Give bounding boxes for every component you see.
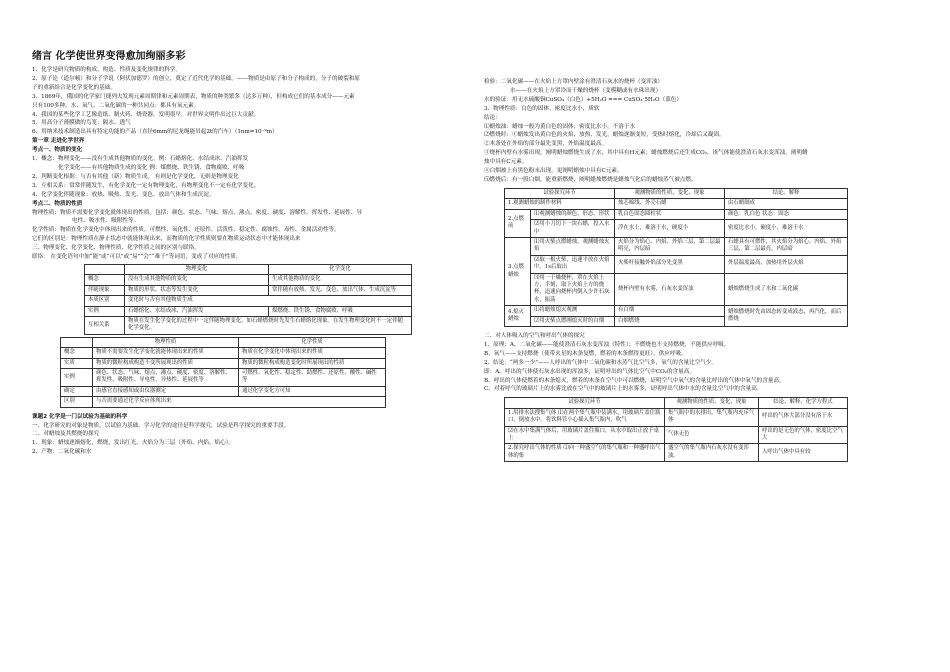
table-cell: 由石蜡制成 xyxy=(725,199,848,209)
table-cell: 颜色：乳白色 状态：固态 xyxy=(725,209,848,219)
table-cell: 盛空气的集气瓶内石灰水没有变浑浊。 xyxy=(665,444,759,462)
lesson-heading: 课题2 化学是一门以试验为基础的科学 xyxy=(32,413,128,420)
table-cell: 物质在化学变化中体现出来的性质 xyxy=(239,348,386,358)
text-line: 电性、吸水性、吸附性等。 xyxy=(72,218,140,225)
table-cell: 浮在水上，难溶于水，硬度小 xyxy=(615,220,725,238)
page-title: 绪言 化学使世界变得愈加绚丽多彩 xyxy=(32,51,186,62)
table-cell: 与否需要通过化学反应体现出来 xyxy=(93,397,386,407)
text-line: 3、物理性质：白色的固体，密度比水小，质软 xyxy=(484,105,600,112)
table-cell: ⑴用火柴点燃蜡烛，观测蜡烛火焰 xyxy=(531,237,615,255)
table-row xyxy=(85,285,412,295)
table-cell: 概念 xyxy=(85,275,125,285)
text-line: 水——在火焰上方罩冷而干燥的烧杯（变模糊或有水珠出现） xyxy=(510,87,662,94)
intro-line: 4、我国的某些化学工艺像造纸、制火药、烧瓷器，发明很早，对世界文明作出过巨大贡献。 xyxy=(32,111,260,118)
text-line: 水的验证：用无水硫酸铜CuSO₄（白色）+5H₂O === CuSO₄·5H₂O（蓝色） xyxy=(484,96,682,103)
text-line: B、氧气——支持燃烧（使带火星的木条复燃，燃着的木条燃得更旺），供应呼吸。 xyxy=(484,350,687,357)
text-line: ④白烟被上有黑色粉末出现，更阐明蜡烛中具有C元素。 xyxy=(484,168,623,175)
table-cell: 物质不需要发生化学变化就能体现出来的性质 xyxy=(93,348,239,358)
table-row xyxy=(85,316,412,334)
table-cell: 2.点燃前 xyxy=(505,209,531,237)
table-cell: ⑴观测蜡烛的颜色、形态、形状 xyxy=(531,209,615,219)
table-cell: 本质区别 xyxy=(85,296,125,306)
text-line: 2、判断变化根据：与否有其他（新）物质生成。 有则是化学变化，无则是物理变化 xyxy=(32,173,239,180)
text-line: 结论： xyxy=(484,114,501,121)
table-cell: ⑶用一干燥烧杯，罩在火焰上方，半刻，取下火焰上方的烧杯，迅速向烧杯内倒入少许石灰水，振荡 xyxy=(531,273,615,306)
table-header: 试验探究环节 xyxy=(505,188,615,198)
table-cell: 白烟燃烧 xyxy=(615,316,725,326)
table-cell: 有白烟 xyxy=(615,306,725,316)
section-heading: 考点二、物质的性质 xyxy=(32,200,83,207)
table-cell: 物质在发生化学变化的过程中一定伴随物理变化，如石蜡燃烧时先发生石蜡熔化现象。在发生物理变化时不一定伴随化学变化。 xyxy=(125,316,412,334)
section-heading: 考点一、物质的变化 xyxy=(32,147,83,154)
text-line: 三、物理变化、化学变化、物理性质、化学性质之间的区别与联络。 xyxy=(32,245,200,252)
table-header: 化学变化 xyxy=(269,264,412,274)
property-comparison-table xyxy=(60,337,386,408)
table-cell: 密度比水小，硬度小，难溶于水 xyxy=(725,220,848,238)
table-cell: 概念 xyxy=(61,348,93,358)
intro-line: 1、化学是研究物质的构成、构造、性质及变化规律的科学。 xyxy=(32,67,181,73)
table-cell: 烛芯棉线、外壳石蜡 xyxy=(615,199,725,209)
text-line: ⑴蜡烛油：蜡烛一般为黄白色的固体；密度比水小，不溶于水 xyxy=(484,123,636,130)
table-cell: 火焰分为焰心、内焰、外焰三层，第二层最明亮，内层暗 xyxy=(615,237,725,255)
text-line: 2、产物：二氧化碳和水 xyxy=(32,449,92,456)
text-line: 它们的区别是：物理性质在静止状态中就能体现出来，而物质的化学性质则要在物质运动状态中才能体现出来 xyxy=(32,236,301,243)
table-cell: ⑴将蜡烛熄灭观测 xyxy=(531,306,615,316)
table-cell: 区别 xyxy=(61,397,93,407)
table-cell: 1.观测蜡烛的制作材料 xyxy=(505,199,615,209)
table-row xyxy=(85,306,412,316)
left-column xyxy=(32,50,454,672)
table-cell: 没有生成其他物质的变化 xyxy=(125,275,269,285)
table-cell: 集气瓶中的水排出，集气瓶内充斥气体 xyxy=(665,408,759,426)
table-cell: 石蜡具有可燃性，其火焰分为焰心、内焰、外焰三层，第二层最亮，内层暗 xyxy=(725,237,848,255)
table-header: 物理性质 xyxy=(93,337,239,347)
table-row xyxy=(505,306,848,316)
table-cell: 物质的微粒构成构造变化时所展现出的性质 xyxy=(239,358,386,368)
text-line: C、对着呼气的玻璃片上的水雾比放在空气中的玻璃片上的水雾多，证明呼出气体中水的含量比空气中的含量高。 xyxy=(484,386,763,393)
table-header: 物理变化 xyxy=(125,264,269,274)
table-row xyxy=(505,444,848,462)
table-cell: 确定 xyxy=(61,386,93,396)
intro-line: 3、1869年，俄国的化学家门捷列夫发现元素周期律和元素周期表，物质的种类繁多（达多万种），但构成它们的基本成分——元素 xyxy=(32,93,355,100)
table-cell: 通过化学变化方可知 xyxy=(239,386,386,396)
table-cell: 4.熄灭蜡烛 xyxy=(505,306,531,327)
right-column xyxy=(484,78,924,672)
table-row xyxy=(61,386,386,396)
table-cell: 颜色、状态、气味、熔点、沸点、硬度、密度、溶解性、挥发性、吸附性、导电性、导热性、延展性等 xyxy=(93,369,239,387)
table-cell: 3.点燃蜡烛 xyxy=(505,237,531,305)
table-cell: 人呼出气体中具有较 xyxy=(759,444,848,462)
table-header: 试验探究环节 xyxy=(505,398,665,408)
table-header: 结论、解释 xyxy=(725,188,848,198)
text-line: 即：A、呼出的气体使石灰水出现的浑浊多，证明呼出的气体比空气中CO₂的含量高。 xyxy=(484,368,695,375)
table-cell: 由感官直接感知或由仪器测定 xyxy=(93,386,239,396)
table-cell: 2.探究呼出气体的性质 ⑴向一种盛空气的集气瓶和一种盛呼出气体的集 xyxy=(505,444,665,462)
chapter-heading: 第一章 走进化学世界 xyxy=(32,138,85,145)
text-line: 4、化学变化伴随现象：放热、吸热、发光、变色、放出气体和生成沉淀。 xyxy=(32,191,215,198)
intro-line: 2、原子论（道尔顿）和分子学说（阿伏加德罗）的创立，奠定了近代化学的基础。——物质是由原子和分子构成的，分子的破裂和原 xyxy=(32,75,360,82)
text-line: 物理性质：物质不需要化学变化就体现出的性质。包括：颜色、状态、气味、熔点、沸点、密度、硬度、溶解性、挥发性、延展性、导 xyxy=(32,209,363,216)
intro-line: 只有100多种。水、氧气、二氧化碳的一种共同点：都具有氧元素。 xyxy=(32,102,200,109)
text-line: ⑵燃烧时：①蜡烛发出黄白色的火焰，放热、发光，蜡烛逐渐变短，受热时熔化，冷却后又凝固。 xyxy=(484,132,725,139)
text-line: 化学性质：物质在化学变化中体现出来的性质。可燃性、氧化性、还原性、活泼性、稳定性、腐蚀性、毒性、金属活动性等。 xyxy=(32,227,340,234)
text-line: ②木条处在外焰的部分最先变黑，外焰温度最高。 xyxy=(484,141,608,148)
table-header xyxy=(85,264,125,274)
table-cell: 火柴杆接触外焰部分先变黑 xyxy=(615,255,725,273)
table-row xyxy=(61,369,386,387)
table-cell: ⑵用小刀切下一块石蜡，投入水中 xyxy=(531,220,615,238)
table-row xyxy=(85,296,412,306)
table-row xyxy=(61,358,386,368)
table-row xyxy=(505,220,848,238)
table-cell: 伴随现象 xyxy=(85,285,125,295)
table-header: 结论、解释、化学方程式 xyxy=(759,398,848,408)
table-cell: ⑵取一根火柴，迅速平放在火焰中，1s后取出 xyxy=(531,255,615,273)
text-line: 1、现象：蜡烛逐渐熔化，燃烧，发出红光，火焰分为三层（外焰、内焰、焰心）。 xyxy=(32,440,235,447)
table-cell: 常伴随有放热、发光、变色、放出气体、生成沉淀等 xyxy=(269,285,412,295)
table-cell: ⑵在水中集满气体后，用玻璃片盖住瓶口，从水中取出正放于桌上 xyxy=(505,426,665,444)
text-line: 烛中具有C元素。 xyxy=(484,159,528,166)
table-cell: 物质的形状、状态等发生变化 xyxy=(125,285,269,295)
text-line: 3、互相关系：常常伴随发生，有化学变化一定有物理变化，有物理变化不一定有化学变化。 xyxy=(32,182,260,189)
table-row xyxy=(85,275,412,285)
table-cell: 石蜡熔化、水结成冰、汽油挥发 xyxy=(125,306,269,316)
table-cell: 蜡烛燃烧生成了水和二氧化碳 xyxy=(725,273,848,306)
table-row xyxy=(505,209,848,219)
table-cell: 呼出的是无色的气体，密度比空气大 xyxy=(759,426,848,444)
table-cell: 实例 xyxy=(85,306,125,316)
table-cell: ⑵用火柴点燃刚熄灭时的白烟 xyxy=(531,316,615,326)
change-comparison-table xyxy=(84,264,412,335)
table-cell: 物质的微粒构成构造不变所展现出的性质 xyxy=(93,358,239,368)
table-cell: 气体无色 xyxy=(665,426,759,444)
table-cell: 实质 xyxy=(61,358,93,368)
table-cell: 互相关系 xyxy=(85,316,125,334)
table-row xyxy=(61,348,386,358)
table-header: 化学性质 xyxy=(239,337,386,347)
table-header xyxy=(61,337,93,347)
table-row xyxy=(505,426,848,444)
candle-experiment-table xyxy=(504,188,848,327)
text-line: 1、原理：A、二氧化碳——能使澄清石灰水变浑浊（特性）；不燃烧也不支持燃烧，不能供应呼吸。 xyxy=(484,341,730,348)
table-cell: 生成其他物质的变化 xyxy=(269,275,412,285)
intro-line: 6、用纳米技术制造出具有特定功能的产品（直径6mm的尼龙绳能吊起2t的汽车）（1nm=10⁻⁹m） xyxy=(32,129,278,136)
table-cell: 烧杯内壁有水雾，石灰水变浑浊 xyxy=(615,273,725,306)
table-header: 观测物质的性质、变化、现象 xyxy=(615,188,725,198)
table-cell: 乳白色固态圆柱状 xyxy=(615,209,725,219)
text-line: 化学变化——有其他物质生成的变化 例：煤燃烧、铁生锈、食物腐败、呼吸 xyxy=(58,164,245,171)
intro-line: 子的重新组合是化学变化的基础。 xyxy=(32,84,116,91)
table-row xyxy=(505,237,848,255)
text-line: ③烧杯内壁有水雾出现，阐明蜡烛燃烧生成了水，其中具有H元素；蜡烛燃烧后还生成CO₂，该气体能使澄清石灰水变浑浊，阐明蜡 xyxy=(484,150,808,157)
text-line: 联络： 在变化语句中加“能”或“可以”或“易”“会”“难于”等词语，变成了对应的性质。 xyxy=(32,254,242,261)
text-line: 二、对蜡烛及其燃烧的探究 xyxy=(32,431,100,438)
table-row xyxy=(505,273,848,306)
text-line: 1、概念：物理变化——没有生成其他物质的变化。例：石蜡熔化、水结成冰、汽油挥发 xyxy=(32,156,249,163)
text-line: 2、结论：“两多一少”——人呼出的气体中二氧化碳和水蒸气比空气多，氧气的含量比空气少。 xyxy=(484,359,718,366)
table-row xyxy=(505,199,848,209)
table-cell: 呼出的气体大部分没有溶于水 xyxy=(759,408,848,426)
table-row xyxy=(505,408,848,426)
text-line: 检验：二氧化碳——在火焰上方罩内壁涂有澄清石灰水的烧杯（变浑浊） xyxy=(484,79,664,85)
text-line: ⑸燃烧后：有一股白烟，能重新燃烧，阐明蜡烛燃烧是蜡烛气化后的蜡烛蒸气被点燃。 xyxy=(484,176,697,183)
text-line: 一、化学研究的对象是物质，以试验为基础。学习化学的途径是科学探究，试验是科学探究的重要手段。 xyxy=(32,422,290,429)
table-cell: 可燃性、氧化性、稳定性、助燃性、还原性、酸性、碱性等 xyxy=(239,369,386,387)
table-cell: 实例 xyxy=(61,369,93,387)
intro-line: 5、用高分子薄膜做的鸟笼：隔水、透气 xyxy=(32,120,131,127)
text-line: 二、对人体吸入的空气和呼出气体的探究 xyxy=(484,332,585,339)
table-cell: 变化时与否有其他物质生成 xyxy=(125,296,412,306)
table-cell: 煤燃烧、铁生锈、食物腐败、呼吸 xyxy=(269,306,412,316)
table-cell: 1.用排水法搜集气体 ⑴在两个集气瓶中装满水，用玻璃片盖住瓶口，倒放水中。将饮料管小心插入集气瓶内，吹气 xyxy=(505,408,665,426)
text-line: B、呼出的气体使燃着的木条熄灭，燃着的木条在空气中可以燃烧，证明空气中氧气的含量比呼出的气体中氧气的含量高。 xyxy=(484,377,785,384)
table-header: 观测物质的性质、变化、现象 xyxy=(665,398,759,408)
table-row xyxy=(505,255,848,273)
table-cell: 蜡烛燃烧时先由固态转变成液态，再汽化，而后燃烧 xyxy=(725,306,848,327)
breath-experiment-table xyxy=(504,397,848,462)
table-cell: 外层温度最高，加热用外层火焰 xyxy=(725,255,848,273)
table-row xyxy=(61,397,386,407)
